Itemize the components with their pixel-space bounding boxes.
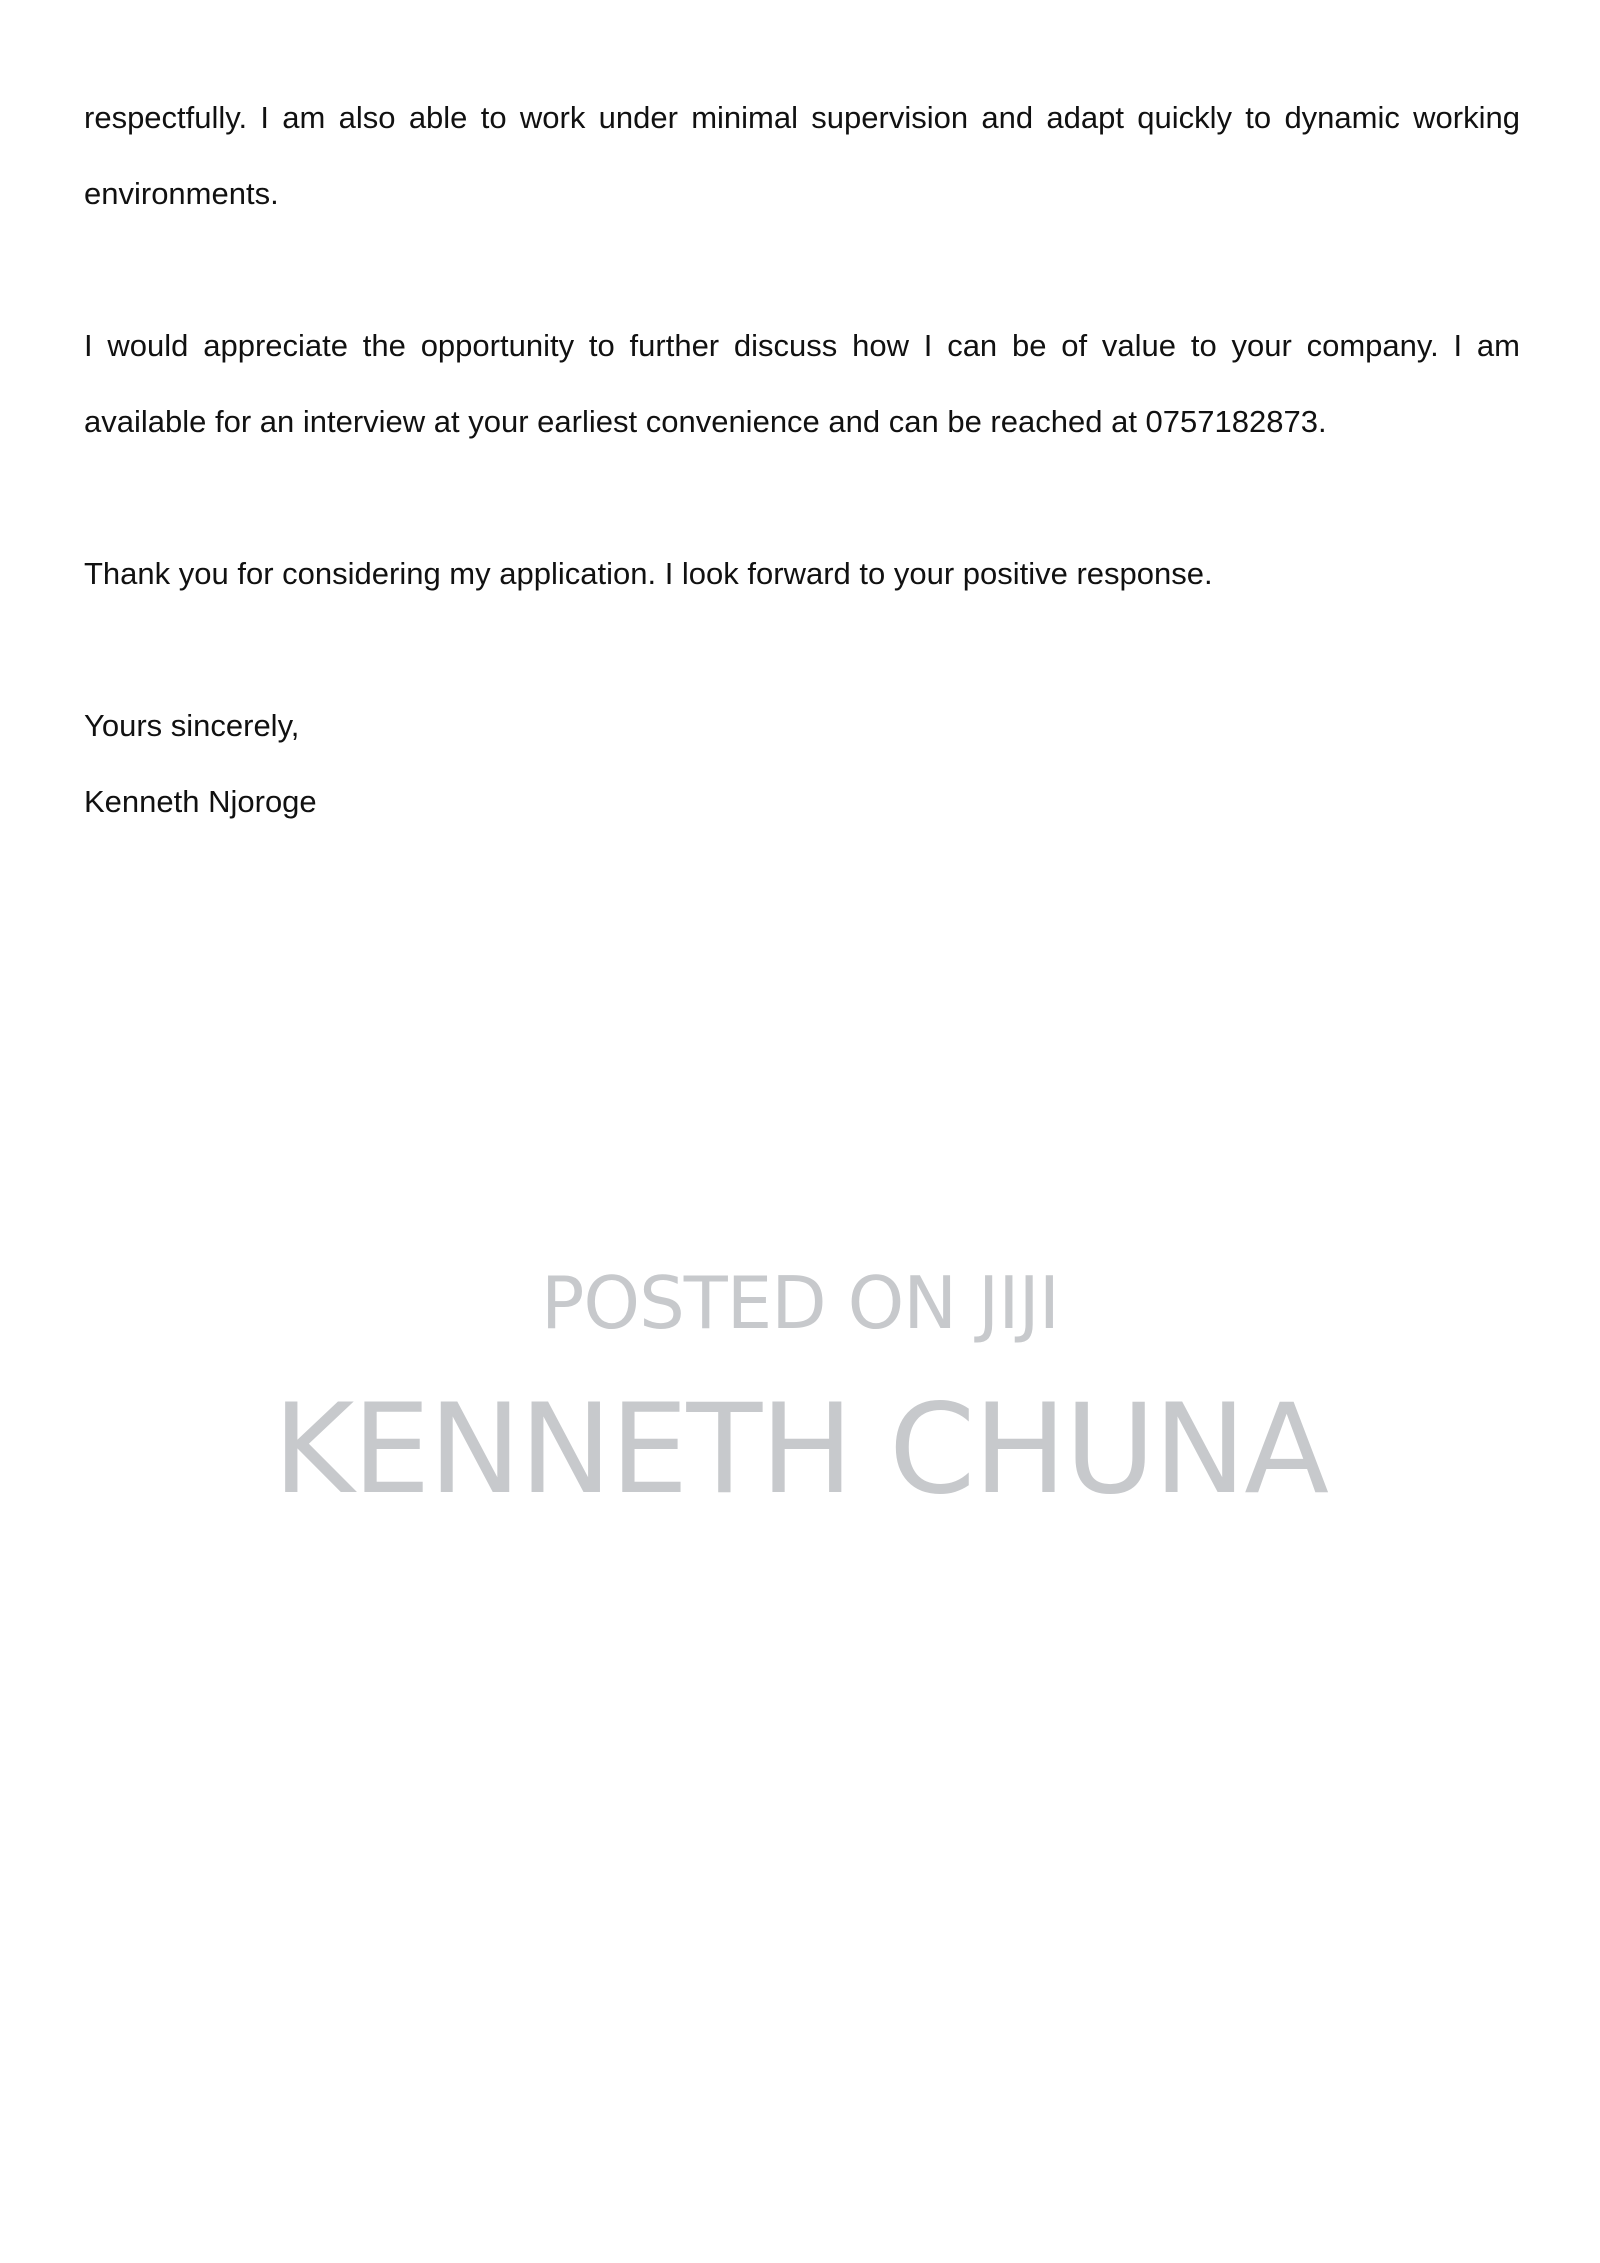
- paragraph-thank-you: [84, 536, 1520, 612]
- paragraph-work-ethic: [84, 80, 1520, 232]
- paragraph-line: I would appreciate the opportunity to further discuss how I can be of value to your company. I am: [84, 328, 1520, 363]
- closing-salutation: Yours sincerely,: [84, 708, 300, 743]
- signature-name: Kenneth Njoroge: [84, 784, 317, 819]
- paragraph-line: Thank you for considering my application. I look forward to your positive response.: [84, 556, 1213, 591]
- closing-block: [84, 688, 1520, 840]
- paragraph-line: environments.: [84, 176, 279, 211]
- letter-body: [84, 80, 1520, 840]
- paragraph-line: respectfully. I am also able to work under minimal supervision and adapt quickly to dynamic working: [84, 100, 1520, 135]
- watermark-posted-on: POSTED ON JIJI: [541, 1261, 1059, 1345]
- paragraph-interview-request: [84, 308, 1520, 460]
- watermark-author-name: KENNETH CHUNA: [272, 1378, 1328, 1522]
- paragraph-line: available for an interview at your earliest convenience and can be reached at 0757182873.: [84, 404, 1327, 439]
